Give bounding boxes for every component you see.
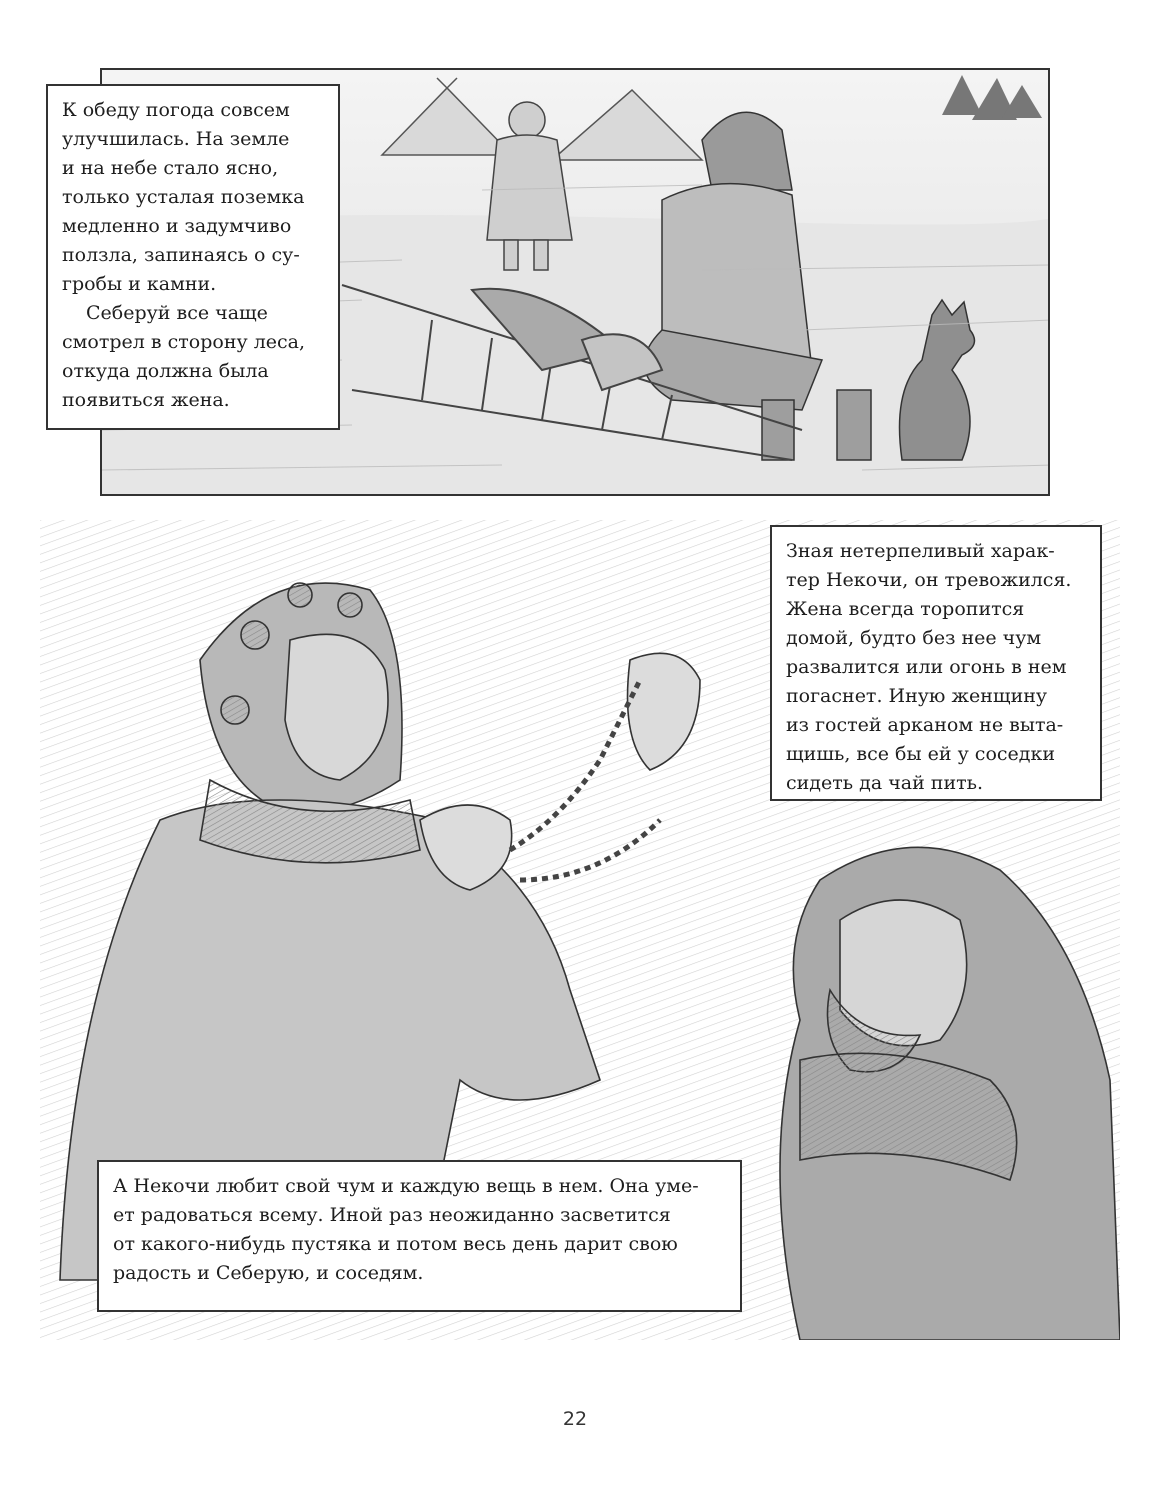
caption-line: улучшилась. На земле — [62, 128, 290, 150]
caption-line: от какого-нибудь пустяка и потом весь день дарит свою — [113, 1233, 678, 1255]
caption-line: медленно и задумчиво — [62, 215, 292, 237]
trees — [942, 75, 1042, 120]
caption-line: тер Некочи, он тревожился. — [786, 569, 1072, 591]
caption-line: К обеду погода совсем — [62, 99, 290, 121]
caption-line: гробы и камни. — [62, 273, 217, 295]
caption-line: развалится или огонь в нем — [786, 656, 1067, 678]
caption-line: Себеруй все чаще — [86, 302, 268, 324]
caption-line: ползла, запинаясь о су- — [62, 244, 300, 266]
caption-line: появиться жена. — [62, 389, 230, 411]
caption-line: домой, будто без нее чум — [786, 627, 1042, 649]
caption-line: сидеть да чай пить. — [786, 772, 984, 794]
caption-line: только усталая поземка — [62, 186, 305, 208]
caption-line: ет радоваться всему. Иной раз неожиданно засветится — [113, 1204, 671, 1226]
caption-line: смотрел в сторону леса, — [62, 331, 306, 353]
caption-line: и на небе стало ясно, — [62, 157, 279, 179]
caption-right — [770, 525, 1102, 801]
caption-line: А Некочи любит свой чум и каждую вещь в нем. Она уме- — [113, 1175, 699, 1197]
caption-line: откуда должна была — [62, 360, 269, 382]
caption-line: погаснет. Иную женщину — [786, 685, 1048, 707]
caption-line: радость и Себерую, и соседям. — [113, 1262, 424, 1284]
caption-line: Зная нетерпеливый харак- — [786, 540, 1055, 562]
caption-line: щишь, все бы ей у соседки — [786, 743, 1056, 765]
caption-bottom — [97, 1160, 742, 1312]
caption-line: Жена всегда торопится — [786, 598, 1025, 620]
page-number: 22 — [562, 1408, 588, 1430]
caption-top — [46, 84, 340, 430]
caption-line: из гостей арканом не выта- — [786, 714, 1064, 736]
